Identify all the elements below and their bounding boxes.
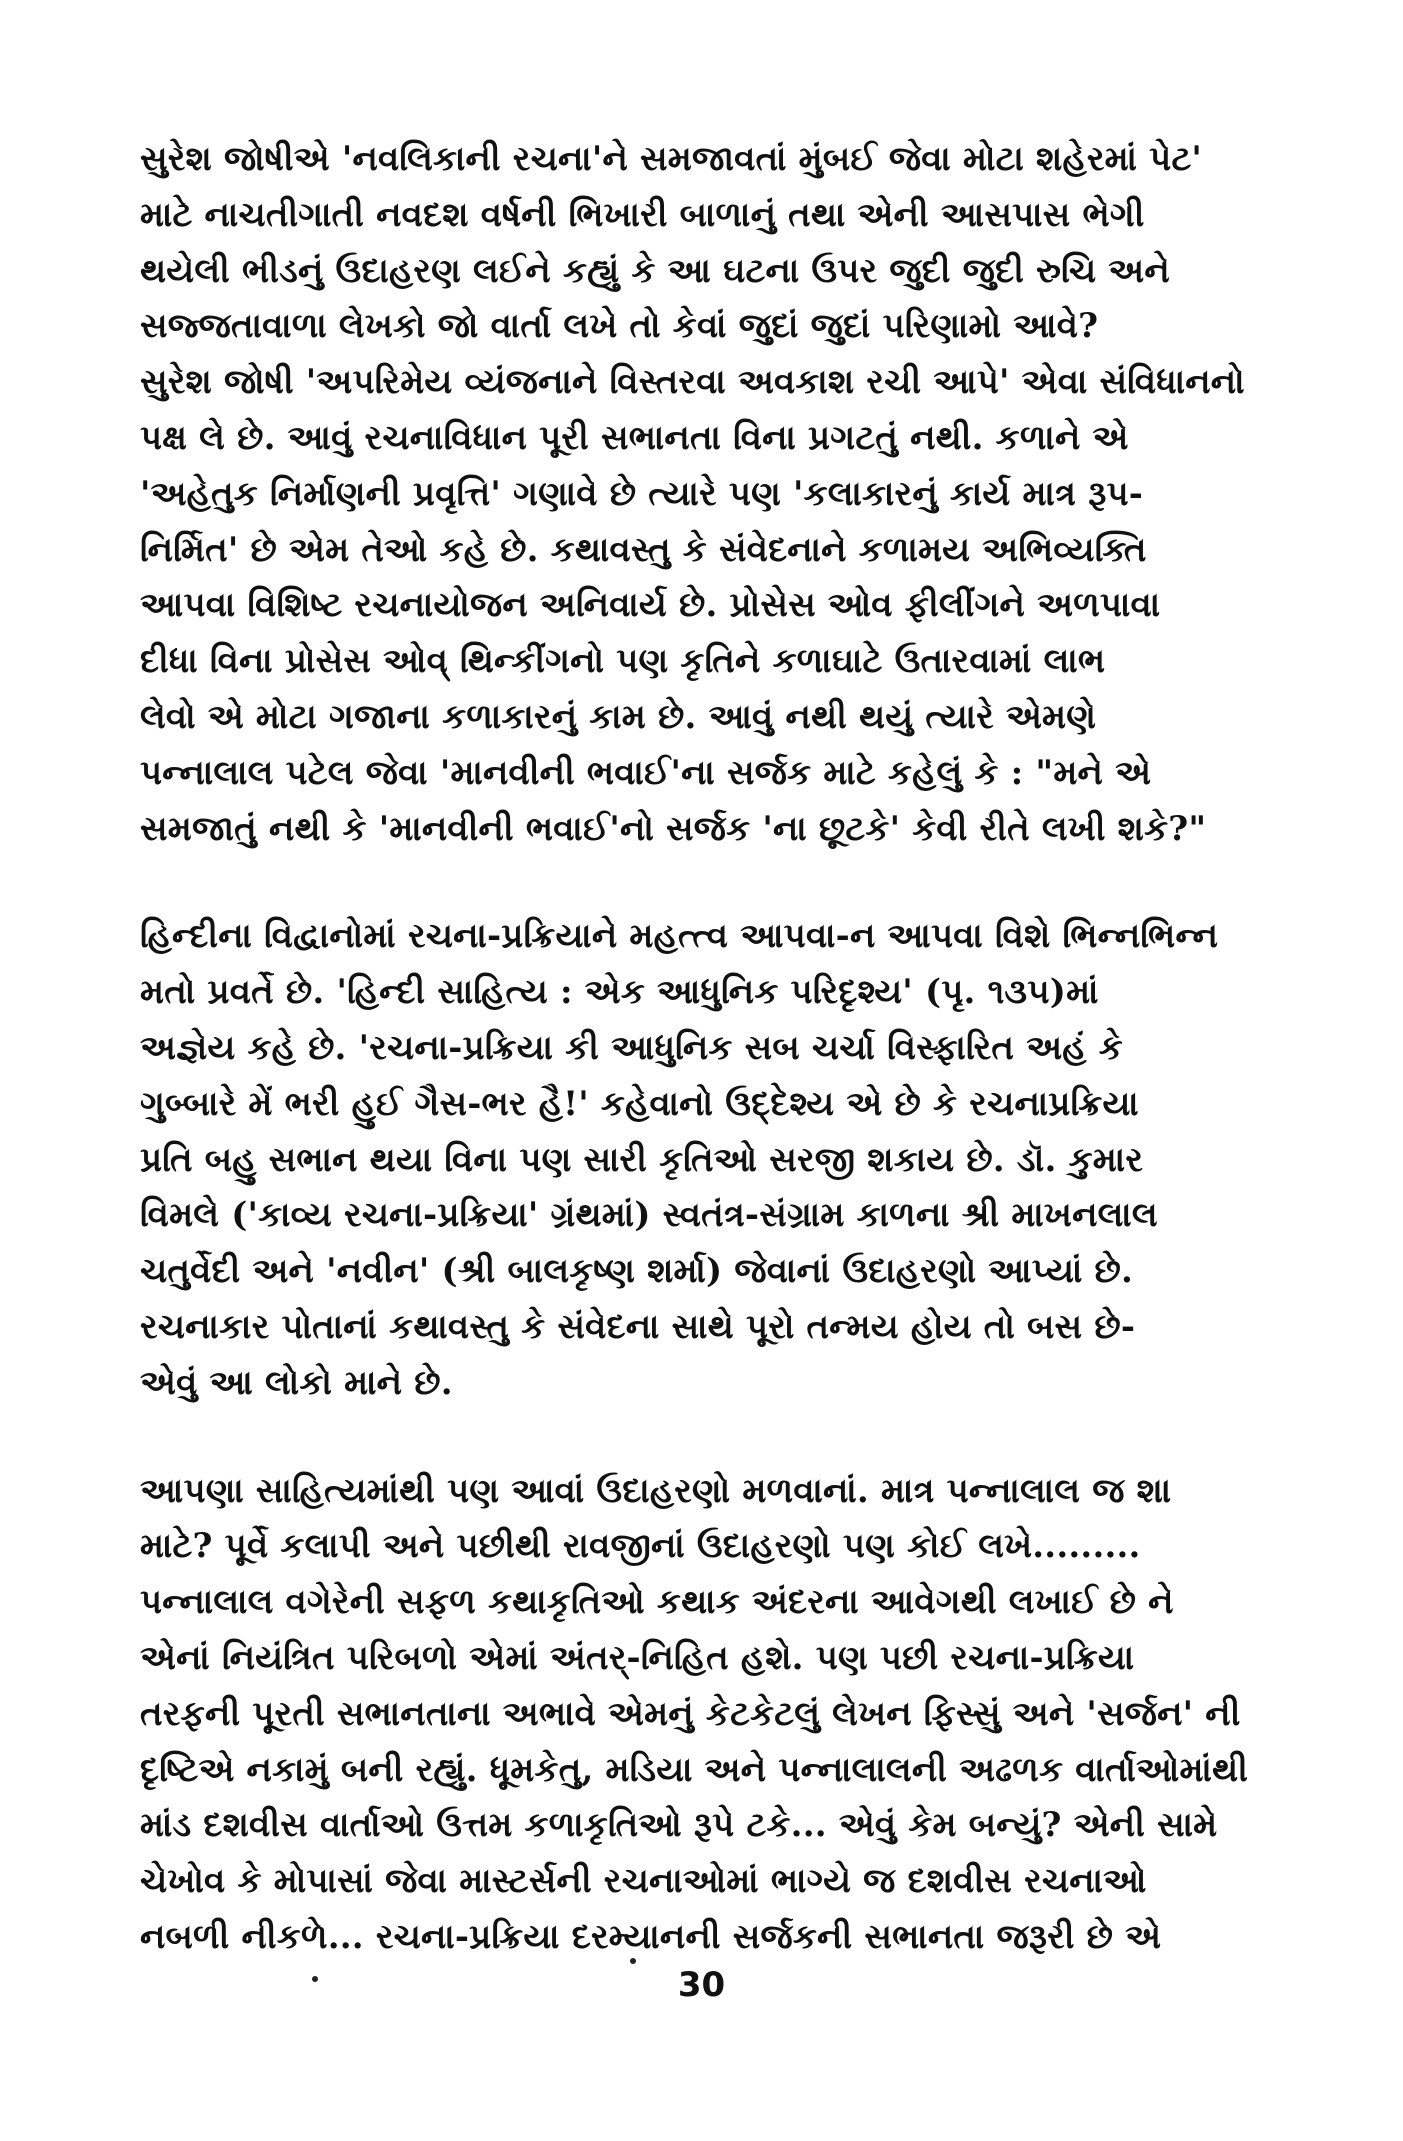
paragraph-1 [140, 132, 1275, 857]
text-line: મતો પ્રવર્તે છે. 'હિન્દી સાહિત્ય : એક આધુનિક પરિદૃશ્ય' (પૃ. ૧૩૫)માં [140, 972, 1099, 1013]
text-line: થયેલી ભીડનું ઉદાહરણ લઈને કહ્યું કે આ ઘટના ઉપર જુદી જુદી રુચિ અને [140, 250, 1170, 291]
text-line: સજ્જતાવાળા લેખકો જો વાર્તા લખે તો કેવાં જુદાં જુદાં પરિણામો આવે? [140, 306, 1099, 347]
text-line: 'અહેતુક નિર્માણની પ્રવૃત્તિ' ગણાવે છે ત્યારે પણ 'કલાકારનું કાર્ય માત્ર રૂપ- [140, 473, 1144, 514]
text-line: પક્ષ લે છે. આવું રચનાવિધાન પૂરી સભાનતા વિના પ્રગટતું નથી. કળાને એ [140, 417, 1129, 458]
text-line: પન્નાલાલ પટેલ જેવા 'માનવીની ભવાઈ'ના સર્જક માટે કહેલું કે : "મને એ [140, 752, 1152, 793]
print-speck [630, 1958, 636, 1964]
text-line: સમજાતું નથી કે 'માનવીની ભવાઈ'નો સર્જક 'ના છૂટકે' કેવી રીતે લખી શકે?" [140, 808, 1207, 849]
text-line: માંડ દશવીસ વાર્તાઓ ઉત્તમ કળાકૃતિઓ રૂપે ટકે... એવું કેમ બન્યું? એની સામે [140, 1805, 1218, 1846]
text-line: આપવા વિશિષ્ટ રચનાયોજન અનિવાર્ય છે. પ્રોસેસ ઓવ ફીલીંગને અળપાવા [140, 585, 1161, 626]
text-line: હિન્દીના વિદ્વાનોમાં રચના-પ્રક્રિયાને મહત્ત્વ આપવા-ન આપવા વિશે ભિન્નભિન્ન [140, 916, 1219, 957]
text-line: તરફની પૂરતી સભાનતાના અભાવે એમનું કેટકેટલું લેખન ફિસ્સું અને 'સર્જન' ની [140, 1693, 1241, 1734]
text-line: નબળી નીકળે... રચના-પ્રક્રિયા દરમ્યાનની સર્જકની સભાનતા જરૂરી છે એ [140, 1916, 1162, 1957]
text-line: દીધા વિના પ્રોસેસ ઓવ્ થિન્કીંગનો પણ કૃતિને કળાઘાટે ઉતારવામાં લાભ [140, 641, 1106, 682]
text-line: માટે? પૂર્વે કલાપી અને પછીથી રાવજીનાં ઉદાહરણો પણ કોઈ લખે......... [140, 1526, 1141, 1567]
paragraph-2 [140, 909, 1275, 1411]
text-line: એવું આ લોકો માને છે. [140, 1362, 453, 1403]
paragraph-3 [140, 1464, 1275, 1966]
text-line: અજ્ઞેય કહે છે. 'રચના-પ્રક્રિયા કી આધુનિક સબ ચર્ચા વિસ્ફારિત અહં કે [140, 1027, 1123, 1068]
body-text [140, 132, 1275, 1966]
text-line: રચનાકાર પોતાનાં કથાવસ્તુ કે સંવેદના સાથે પૂરો તન્મય હોય તો બસ છે- [140, 1306, 1136, 1347]
text-line: સુરેશ જોષીએ 'નવલિકાની રચના'ને સમજાવતાં મુંબઈ જેવા મોટા શહેરમાં પેટ' [140, 139, 1203, 179]
text-line: ગુબ્બારે મેં ભરી હુઈ ગૈસ-ભર હૈ!' કહેવાનો ઉદ્દેશ્ય એ છે કે રચનાપ્રક્રિયા [140, 1083, 1139, 1124]
text-line: આપણા સાહિત્યમાંથી પણ આવાં ઉદાહરણો મળવાનાં. માત્ર પન્નાલાલ જ શા [140, 1470, 1172, 1511]
text-line: પન્નાલાલ વગેરેની સફળ કથાકૃતિઓ કથાક અંદરના આવેગથી લખાઈ છે ને [140, 1582, 1174, 1623]
text-line: વિમલે ('કાવ્ય રચના-પ્રક્રિયા' ગ્રંથમાં) સ્વતંત્ર-સંગ્રામ કાળના શ્રી માખનલાલ [140, 1195, 1158, 1236]
text-line: ચેખોવ કે મોપાસાં જેવા માસ્ટર્સની રચનાઓમાં ભાગ્યે જ દશવીસ રચનાઓ [140, 1861, 1147, 1902]
text-line: નિર્મિત' છે એમ તેઓ કહે છે. કથાવસ્તુ કે સંવેદનાને કળામય અભિવ્યક્તિ [140, 529, 1147, 570]
text-line: એનાં નિયંત્રિત પરિબળો એમાં અંતર્-નિહિત હશે. પણ પછી રચના-પ્રક્રિયા [140, 1637, 1135, 1678]
text-line: માટે નાચતીગાતી નવદશ વર્ષની ભિખારી બાળાનું તથા એની આસપાસ ભેગી [140, 194, 1145, 235]
text-line: લેવો એ મોટા ગજાના કળાકારનું કામ છે. આવું નથી થયું ત્યારે એમણે [140, 696, 1097, 737]
text-line: ચતુર્વેદી અને 'નવીન' (શ્રી બાલકૃષ્ણ શર્મા) જેવાનાં ઉદાહરણો આપ્યાં છે. [140, 1251, 1134, 1292]
text-line: દૃષ્ટિએ નકામું બની રહ્યું. ધૂમકેતુ, મડિયા અને પન્નાલાલની અઢળક વાર્તાઓમાંથી [140, 1749, 1248, 1790]
page-number: 30 [677, 1965, 726, 2005]
text-line: સુરેશ જોષી 'અપરિમેય વ્યંજનાને વિસ્તરવા અવકાશ રચી આપે' એવા સંવિધાનનો [140, 362, 1245, 403]
text-line: પ્રતિ બહુ સભાન થયા વિના પણ સારી કૃતિઓ સરજી શકાય છે. ડૉ. કુમાર [140, 1139, 1144, 1180]
